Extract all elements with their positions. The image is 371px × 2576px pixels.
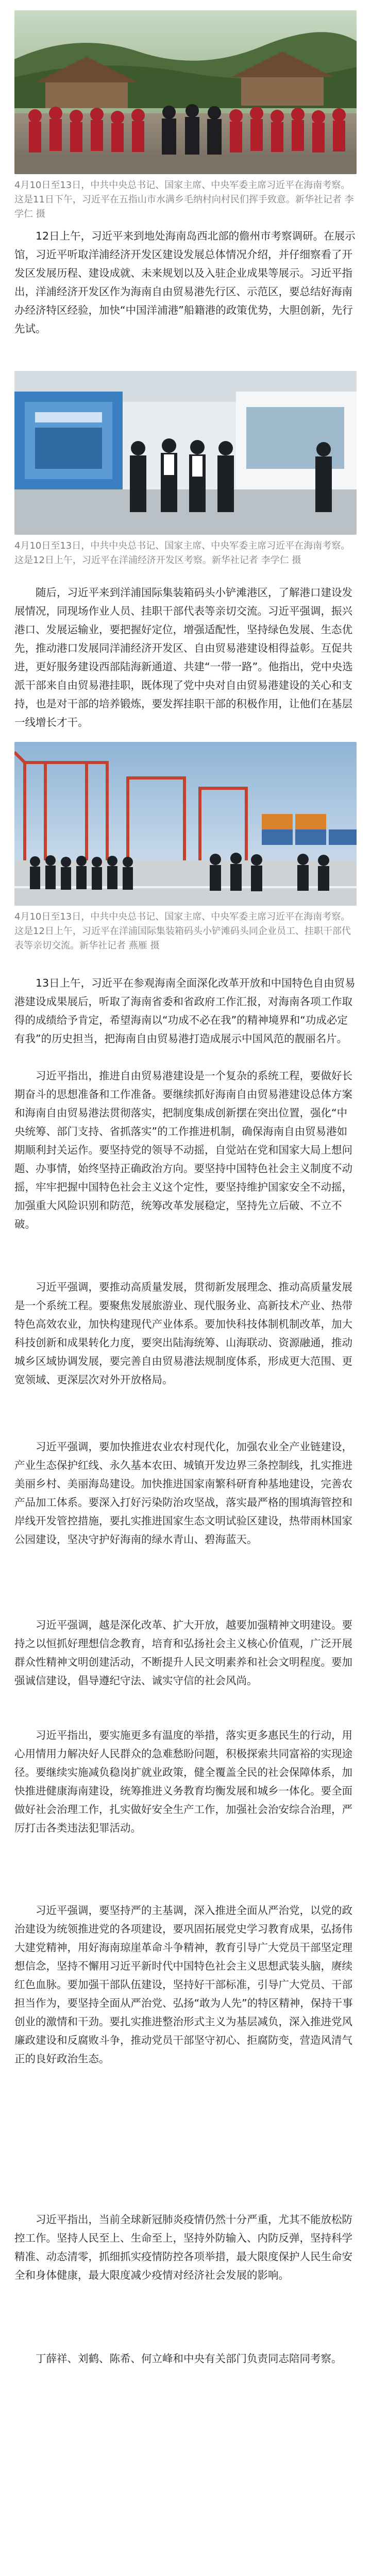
- paragraph-6: 习近平强调，要加快推进农业农村现代化，加强农业全产业链建设，产业生态保护红线、永久基本农田、城镇开发边界三条控制线，扎实推进美丽乡村、美丽海岛建设。加快推进国家南繁科研育种基地建设，完善农产品加工体系。要深入打好污染防治攻坚战，落实最严格的围填海管控和岸线开发管控措施，要扎实推进国家生态文明试验区建设，热带雨林国家公园建设，坚决守护好海南的绿水青山、碧海蓝天。: [14, 1440, 352, 1546]
- paragraph-7: 习近平强调，越是深化改革、扩大开放，越要加强精神文明建设。要持之以恒抓好理想信念教育，培育和弘扬社会主义核心价值观，广泛开展群众性精神文明创建活动，不断提升人民文明素养和社会文明程度。要加强诚信建设，倡导遵纪守法、诚实守信的社会风尚。: [14, 1619, 352, 1687]
- paragraph-5: 习近平强调，要推动高质量发展，贯彻新发展理念、推动高质量发展是一个系统工程。要聚焦发展旅游业、现代服务业、高新技术产业、热带特色高效农业，加快构建现代产业体系。要加快科技体制机制改革，加大科技创新和成果转化力度，要突出陆海统筹、山海联动、资源融通，推动城乡区域协调发展，要完善自由贸易港法规制度体系，形成更大范围、更宽领域、更深层次对外开放格局。: [14, 1281, 352, 1386]
- paragraph-3: 13日上午，习近平在参观海南全面深化改革开放和中国特色自由贸易港建设成果展后，听取了海南省委和省政府工作汇报，对海南各项工作取得的成绩给予肯定，希望海南以“功成不必在我”的精神境界和“功成必定有我”的历史担当，把海南自由贸易港打造成展示中国风范的靓丽名片。: [14, 977, 356, 1045]
- paragraph-8: 习近平指出，要实施更多有温度的举措，落实更多惠民生的行动，用心用情用力解决好人民群众的急难愁盼问题，积极探索共同富裕的实现途径。要继续实施减负稳岗扩就业政策，健全覆盖全民的社会保障体系，加快推进健康海南建设，统筹推进义务教育均衡发展和城乡一体化。要全面做好社会治理工作，扎实做好安全生产工作，加强社会治安综合治理，严厉打击各类违法犯罪活动。: [14, 1729, 352, 1834]
- photo-container-port: [14, 742, 357, 906]
- photo-village-crowd: [14, 10, 357, 174]
- paragraph-4: 习近平指出，推进自由贸易港建设是一个复杂的系统工程，要做好长期奋斗的思想准备和工作准备。要继续抓好海南自由贸易港建设总体方案和海南自由贸易港法贯彻落实，把制度集成创新摆在突出位置，强化“中央统筹、部门支持、省抓落实”的工作推进机制，确保海南自由贸易港如期顺利封关运作。要坚持党的领导不动摇，自觉站在党和国家大局上想问题、办事情，始终坚持正确政治方向。要坚持中国特色社会主义制度不动摇，牢牢把握中国特色社会主义这个定性，要坚持维护国家安全不动摇，加强重大风险识别和防范，统筹改革发展稳定，坚持先立后破、不立不破。: [14, 1070, 352, 1230]
- photo-caption-1: 4月10日至13日，中共中央总书记、国家主席、中央军委主席习近平在海南考察。这是11日下午，习近平在五指山市水满乡毛纳村向村民们挥手致意。新华社记者 李学仁 摄: [14, 180, 354, 219]
- paragraph-2: 随后，习近平来到洋浦国际集装箱码头小铲滩港区，了解港口建设发展情况，同现场作业人员、挂职干部代表等亲切交流。习近平强调，振兴港口、发展运输业，要把握好定位，增强适配性，坚持绿色发展、生态优先，推动港口发展同洋浦经济开发区、自由贸易港建设相得益彰。互促共进，更好服务建设西部陆海新通道、共建“一带一路”。他指出，党中央选派干部来自由贸易港挂职，既体现了党中央对自由贸易港建设的关心和支持，也是对干部的培养锻炼，要发挥挂职干部的积极作用，让他们在基层一线增长才干。: [14, 586, 353, 728]
- photo-caption-3: 4月10日至13日，中共中央总书记、国家主席、中央军委主席习近平在海南考察。这是12日上午，习近平在洋浦国际集装箱码头小铲滩码头同企业员工、挂职干部代表等亲切交流。新华社记者 燕雁 摄: [14, 911, 351, 951]
- paragraph-9: 习近平强调，要坚持严的主基调，深入推进全面从严治党，以党的政治建设为统领推进党的各项建设，要巩固拓展党史学习教育成果，弘扬伟大建党精神，用好海南琼崖革命斗争精神，教育引导广大党员干部坚定理想信念，坚持不懈用习近平新时代中国特色社会主义思想武装头脑，赓续红色血脉。要加强干部队伍建设，坚持好干部标准，引导广大党员、干部担当作为，要坚持全面从严治党、弘扬“敢为人先”的特区精神，保持干事创业的激情和干劲。要扎实推进整治形式主义为基层减负，深入推进党风廉政建设和反腐败斗争，推动党员干部坚守初心、拒腐防变，营造风清气正的良好政治生态。: [14, 1904, 353, 2065]
- paragraph-11: 丁薛祥、刘鹤、陈希、何立峰和中央有关部门负责同志陪同考察。: [36, 2352, 342, 2365]
- paragraph-1: 12日上午，习近平来到地处海南岛西北部的儋州市考察调研。在展示馆，习近平听取洋浦经济开发区建设发展总体情况介绍，并仔细察看了开发区发展历程、建设成就、未来规划以及入驻企业成果等展示。习近平指出，洋浦经济开发区作为海南自由贸易港先行区、示范区，要总结好海南办经济特区经验，加快“中国洋浦港”船籍港的政策优势，大胆创新，先行先试。: [14, 230, 356, 335]
- photo-caption-2: 4月10日至13日，中共中央总书记、国家主席、中央军委主席习近平在海南考察。这是12日上午，习近平在洋浦经济开发区考察。新华社记者 李学仁 摄: [14, 540, 350, 566]
- paragraph-10: 习近平指出，当前全球新冠肺炎疫情仍然十分严重，尤其不能放松防控工作。坚持人民至上、生命至上，坚持外防输入、内防反弹，坚持科学精准、动态清零，抓细抓实疫情防控各项举措，最大限度保护人民生命安全和身体健康，最大限度减少疫情对经济社会发展的影响。: [14, 2213, 352, 2281]
- photo-exhibition-hall: [14, 371, 357, 535]
